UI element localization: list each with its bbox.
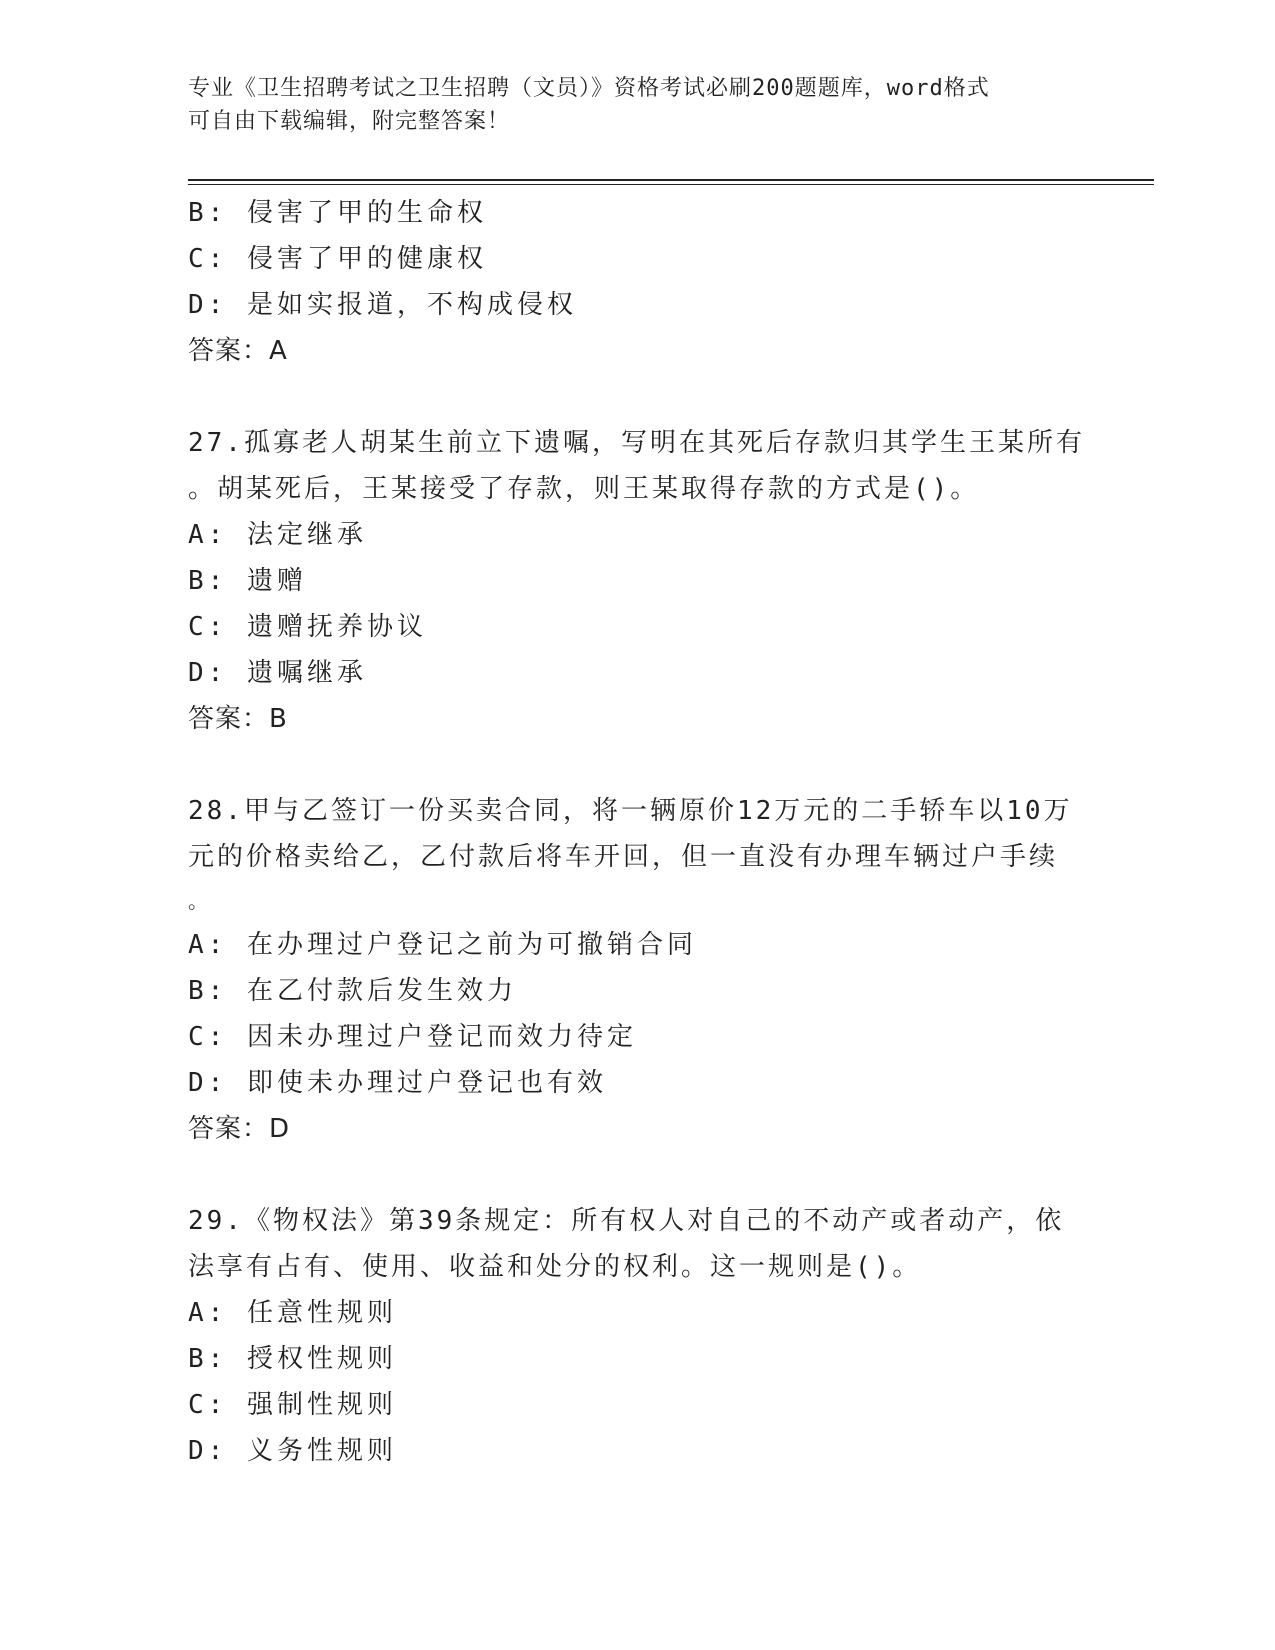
question-text-line: 28.甲与乙签订一份买卖合同，将一辆原价12万元的二手轿车以10万 (188, 796, 1073, 826)
answer-line: 答案：B (188, 704, 288, 734)
header-line-1: 专业《卫生招聘考试之卫生招聘（文员）》资格考试必刷200题题库，word格式 (188, 76, 990, 101)
question-text-line: 。 (188, 889, 211, 913)
header-divider (188, 179, 1154, 181)
option-c: C: 强制性规则 (188, 1390, 397, 1420)
header-divider-thin (188, 184, 1154, 185)
option-b: B: 遗赠 (188, 566, 307, 596)
option-a: A: 任意性规则 (188, 1298, 397, 1328)
option-a: A: 在办理过户登记之前为可撤销合同 (188, 930, 697, 960)
option-d: D: 义务性规则 (188, 1436, 397, 1466)
question-block-27 (188, 420, 1088, 742)
question-text-line: 元的价格卖给乙，乙付款后将车开回，但一直没有办理车辆过户手续 (188, 842, 1059, 872)
question-text-line: 29.《物权法》第39条规定：所有权人对自己的不动产或者动产，依 (188, 1206, 1065, 1236)
question-text-line: 27.孤寡老人胡某生前立下遗嘱，写明在其死后存款归其学生王某所有 (188, 428, 1085, 458)
option-d: D: 是如实报道，不构成侵权 (188, 290, 577, 320)
question-block-26 (188, 190, 1088, 374)
option-d: D: 遗嘱继承 (188, 658, 367, 688)
option-b: B: 授权性规则 (188, 1344, 397, 1374)
answer-line: 答案：D (188, 1114, 291, 1144)
option-c: C: 侵害了甲的健康权 (188, 244, 487, 274)
question-block-29 (188, 1198, 1088, 1474)
question-text-line: 法享有占有、使用、收益和处分的权利。这一规则是()。 (188, 1252, 922, 1282)
option-d: D: 即使未办理过户登记也有效 (188, 1068, 607, 1098)
question-block-28 (188, 788, 1088, 1152)
option-c: C: 遗赠抚养协议 (188, 612, 427, 642)
option-b: B: 在乙付款后发生效力 (188, 976, 517, 1006)
option-c: C: 因未办理过户登记而效力待定 (188, 1022, 637, 1052)
header-line-2: 可自由下载编辑，附完整答案！ (188, 109, 511, 134)
document-body (188, 190, 1088, 1474)
question-text-line: 。胡某死后，王某接受了存款，则王某取得存款的方式是()。 (188, 474, 980, 504)
option-b: B: 侵害了甲的生命权 (188, 198, 487, 228)
option-a: A: 法定继承 (188, 520, 367, 550)
document-header (188, 72, 1088, 138)
answer-line: 答案：A (188, 336, 288, 366)
